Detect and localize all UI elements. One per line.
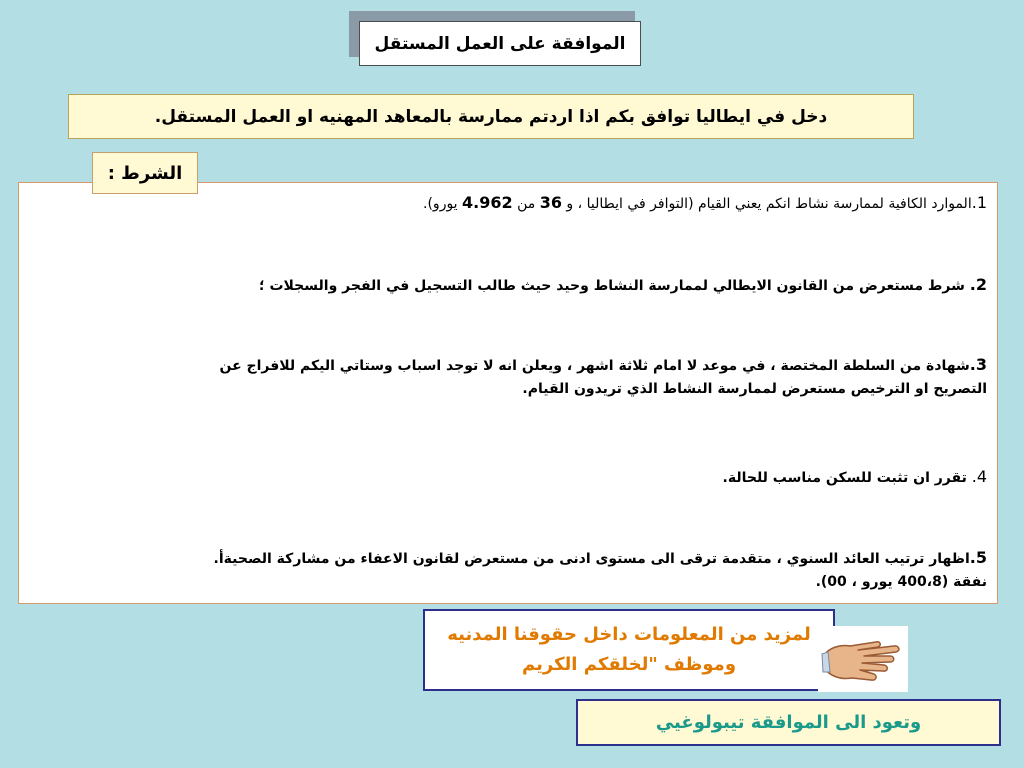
condition-3: [29, 353, 987, 401]
condition-4: [29, 465, 987, 490]
condition-3-number: 3.: [969, 355, 987, 374]
condition-2-number: 2.: [969, 275, 987, 294]
condition-1-number: 1.: [971, 193, 987, 212]
back-to-approval-link[interactable]: وتعود الى الموافقة تيبولوغيي: [576, 699, 1001, 746]
more-info-link[interactable]: [423, 609, 835, 691]
condition-5-line-1: اظهار ترتيب العائد السنوي ، متقدمة ترقى الى مستوى ادنى من مستعرض لقانون الاعفاء من مشاركة الصحيةأ.: [213, 551, 970, 567]
condition-5-line-2: نفقة (400،8 يورو ، 00).: [815, 574, 987, 590]
page-title: الموافقة على العمل المستقل: [359, 21, 641, 66]
condition-5-number: 5.: [969, 548, 987, 567]
condition-3-line-2: التصريح او الترخيص مستعرض لممارسة النشاط الذي تريدون القيام.: [522, 381, 987, 397]
condition-4-text: تقرر ان تثبت للسكن مناسب للحالة.: [722, 470, 972, 486]
condition-1-amount-4962: 4.962: [462, 193, 513, 212]
condition-1: [29, 191, 987, 216]
pointing-hand-icon: [818, 626, 908, 692]
condition-2: [29, 273, 987, 298]
more-info-line-1: لمزيد من المعلومات داخل حقوقنا المدنيه: [447, 624, 811, 645]
condition-5: [29, 546, 987, 594]
conditions-panel: [18, 182, 998, 604]
condition-4-number: 4.: [971, 467, 987, 486]
condition-1-text-e: يورو).: [423, 196, 463, 212]
condition-1-amount-36: 36: [539, 193, 562, 212]
condition-1-text-a: الموارد الكافية لممارسة نشاط انكم يعني القيام (التوافر في ايطاليا ، و: [561, 196, 972, 212]
condition-1-text-c: من: [512, 196, 540, 212]
condition-3-line-1: شهادة من السلطة المختصة ، في موعد لا امام ثلاثة اشهر ، ويعلن انه لا توجد اسباب وستاتي اليكم للافراج عن: [219, 358, 970, 374]
more-info-line-2: وموظف "لخلقكم الكريم: [522, 654, 737, 675]
intro-text: دخل في ايطاليا توافق بكم اذا اردتم ممارسة بالمعاهد المهنيه او العمل المستقل.: [68, 94, 914, 139]
condition-2-text: شرط مستعرض من القانون الايطالي لممارسة النشاط وحيد حيث طالب التسجيل في الفجر والسجلات ؛: [259, 278, 970, 294]
condition-label: الشرط :: [92, 152, 198, 194]
